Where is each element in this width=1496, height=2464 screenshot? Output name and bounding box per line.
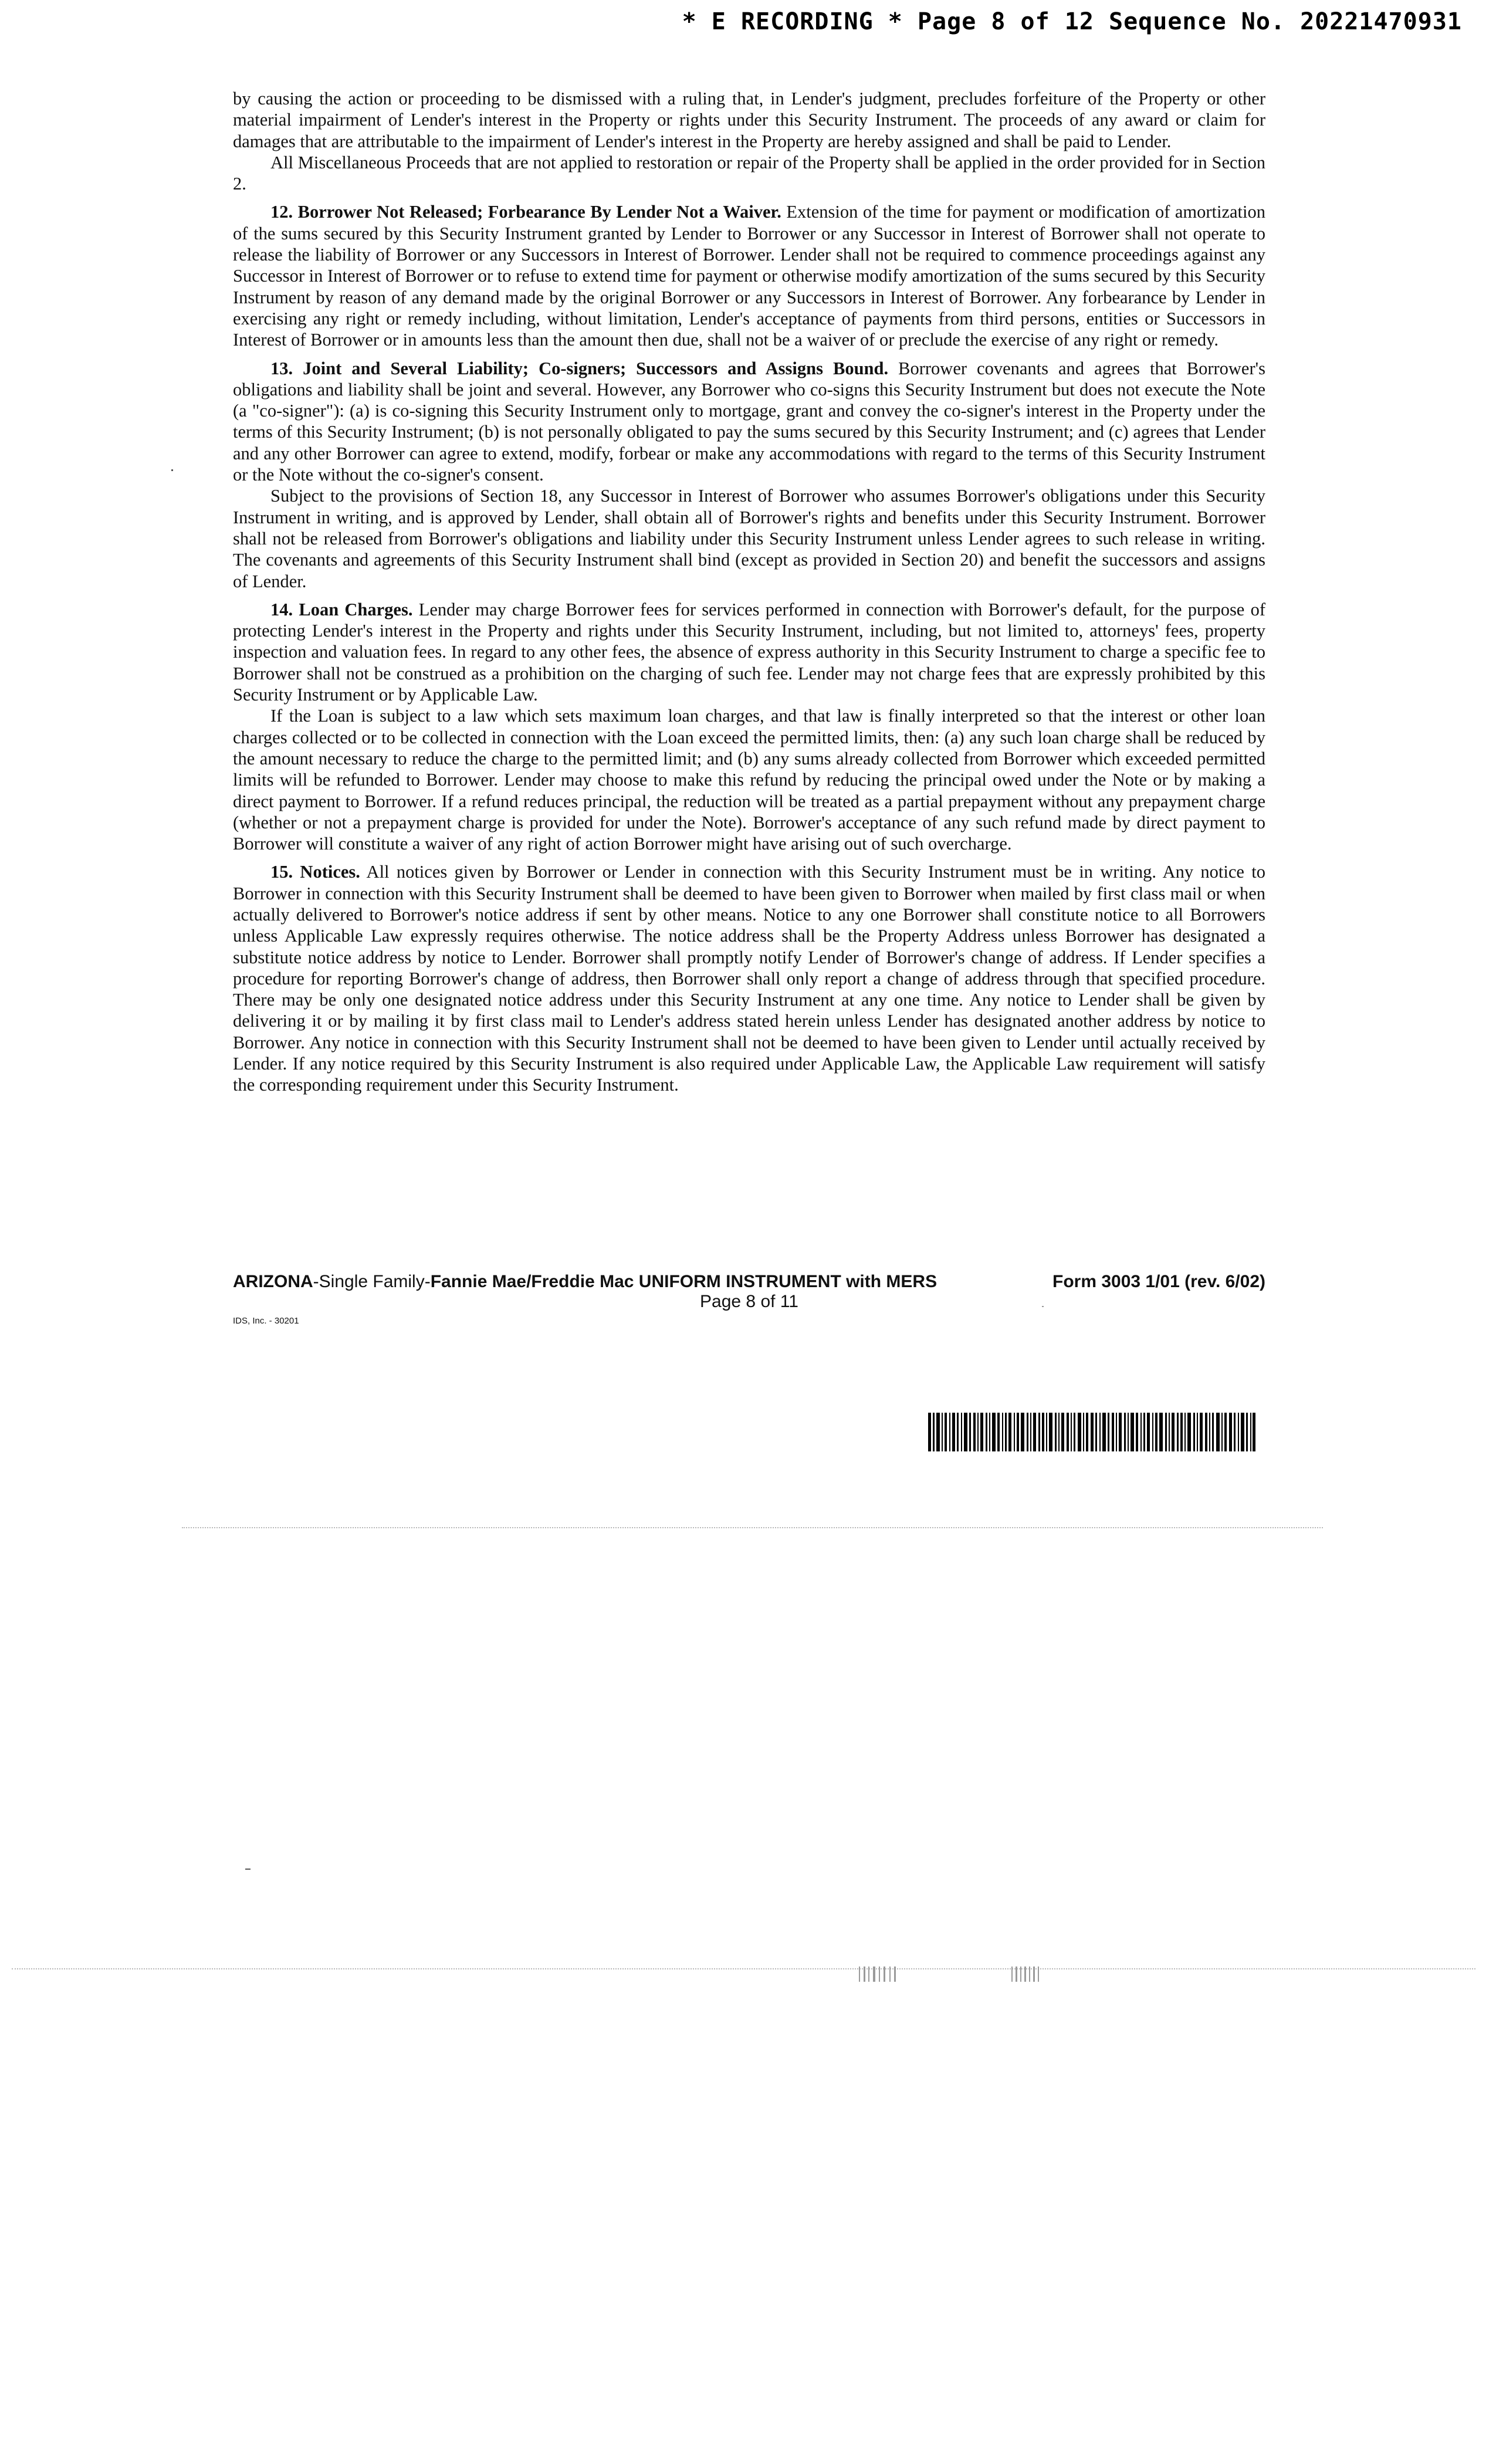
section-15-heading: 15. Notices.: [270, 862, 360, 882]
section-12-body: Extension of the time for payment or modification of amortization of the sums secured by this Security Instrument granted by Lender to Borrower or any Successor in Interest of Borrower shall not operate to release the liability of Borrower or any Successors in Interest of Borrower. Lender shall not be required to commence proceedings against any Successor in Interest of Borrower or to refuse to extend time for payment or otherwise modify amortization of the sums secured by this Security Instrument by reason of any demand made by the original Borrower or any Successors in Interest of Borrower. Any forbearance by Lender in exercising any right or remedy including, without limitation, Lender's acceptance of payments from third persons, entities or Successors in Interest of Borrower or in amounts less than the amount then due, shall not be a waiver of or preclude the exercise of any right or remedy.: [233, 202, 1265, 350]
barcode-image: [928, 1413, 1255, 1451]
paragraph-misc-proceeds: All Miscellaneous Proceeds that are not applied to restoration or repair of the Property shall be applied in the order provided for in Section 2.: [233, 152, 1265, 194]
page-footer: [233, 1272, 1265, 1327]
section-13-heading: 13. Joint and Several Liability; Co-signers; Successors and Assigns Bound.: [270, 358, 889, 378]
scan-artifact-line: [12, 1968, 1475, 1969]
footer-page-number: Page 8 of 11: [700, 1292, 798, 1311]
footer-state: ARIZONA: [233, 1272, 313, 1291]
scan-speck: [171, 469, 173, 471]
document-body: [233, 88, 1265, 1096]
section-15: [233, 861, 1265, 1095]
section-14-paragraph-2: If the Loan is subject to a law which sets maximum loan charges, and that law is finally interpreted so that the interest or other loan charges collected or to be collected in connection with the Loan exceed the permitted limits, then: (a) any such loan charge shall be reduced by the amount necessary to reduce the charge to the permitted limit; and (b) any sums already collected from Borrower which exceeded permitted limits will be refunded to Borrower. Lender may choose to make this refund by reducing the principal owed under the Note or by making a direct payment to Borrower. If a refund reduces principal, the reduction will be treated as a partial prepayment without any prepayment charge (whether or not a prepayment charge is provided for under the Note). Borrower's acceptance of any such refund made by direct payment to Borrower will constitute a waiver of any right of action Borrower might have arising out of such overcharge.: [233, 706, 1265, 854]
section-14: [233, 599, 1265, 705]
section-13-paragraph-2: Subject to the provisions of Section 18, any Successor in Interest of Borrower who assumes Borrower's obligations under this Security Instrument in writing, and is approved by Lender, shall obtain all of Borrower's rights and benefits under this Security Instrument. Borrower shall not be released from Borrower's obligations and liability under this Security Instrument unless Lender agrees to such release in writing. The covenants and agreements of this Security Instrument shall bind (except as provided in Section 20) and benefit the successors and assigns of Lender.: [233, 486, 1265, 591]
footer-instrument-title: [233, 1272, 937, 1292]
scan-speck: [245, 1869, 251, 1870]
section-15-body: All notices given by Borrower or Lender in connection with this Security Instrument must be in writing. Any notice to Borrower in connection with this Security Instrument shall be deemed to have been given to Borrower when mailed by first class mail or when actually delivered to Borrower's notice address if sent by other means. Notice to any one Borrower shall constitute notice to all Borrowers unless Applicable Law expressly requires otherwise. The notice address shall be the Property Address unless Borrower has designated a substitute notice address by notice to Lender. Borrower shall promptly notify Lender of Borrower's change of address. If Lender specifies a procedure for reporting Borrower's change of address, then Borrower shall only report a change of address through that specified procedure. There may be only one designated notice address under this Security Instrument at any one time. Any notice to Lender shall be given by delivering it or by mailing it by first class mail to Lender's address stated herein unless Lender has designated another address by notice to Borrower. Any notice in connection with this Security Instrument shall not be deemed to have been given to Lender until actually received by Lender. If any notice required by this Security Instrument is also required under Applicable Law, the Applicable Law requirement will satisfy the corresponding requirement under this Security Instrument.: [233, 862, 1265, 1095]
footer-vendor-code: IDS, Inc. - 30201: [233, 1316, 299, 1326]
section-13-body: Borrower covenants and agrees that Borrower's obligations and liability shall be joint and several. However, any Borrower who co-signs this Security Instrument but does not execute the Note (a "co-signer"): (a) is co-signing this Security Instrument only to mortgage, grant and convey the co-signer's interest in the Property under the terms of this Security Instrument; (b) is not personally obligated to pay the sums secured by this Security Instrument; and (c) agrees that Lender and any other Borrower can agree to extend, modify, forbear or make any accommodations with regard to the terms of this Security Instrument or the Note without the co-signer's consent.: [233, 358, 1265, 485]
section-12: [233, 201, 1265, 350]
section-14-body: Lender may charge Borrower fees for services performed in connection with Borrower's default, for the purpose of protecting Lender's interest in the Property and rights under this Security Instrument, including, but not limited to, attorneys' fees, property inspection and valuation fees. In regard to any other fees, the absence of express authority in this Security Instrument to charge a specific fee to Borrower shall not be construed as a prohibition on the charging of such fee. Lender may not charge fees that are expressly prohibited by this Security Instrument or by Applicable Law.: [233, 599, 1265, 705]
section-12-heading: 12. Borrower Not Released; Forbearance By Lender Not a Waiver.: [270, 202, 781, 222]
footer-form-line: [233, 1272, 1265, 1292]
scan-artifact-marks: [1009, 1964, 1044, 1984]
section-14-heading: 14. Loan Charges.: [270, 599, 413, 620]
footer-instrument-type: -Single Family-: [313, 1272, 431, 1291]
footer-form-number: Form 3003 1/01 (rev. 6/02): [1052, 1272, 1265, 1291]
recording-header: * E RECORDING * Page 8 of 12 Sequence No. 20221470931: [682, 8, 1462, 35]
section-13: [233, 358, 1265, 486]
paragraph-continuation: by causing the action or proceeding to be dismissed with a ruling that, in Lender's judgment, precludes forfeiture of the Property or other material impairment of Lender's interest in the Property or rights under this Security Instrument. The proceeds of any award or claim for damages that are attributable to the impairment of Lender's interest in the Property are hereby assigned and shall be paid to Lender.: [233, 89, 1265, 151]
footer-instrument-name: Fannie Mae/Freddie Mac UNIFORM INSTRUMENT with MERS: [430, 1272, 937, 1291]
scan-artifact-line: [182, 1527, 1323, 1528]
scan-speck: [1042, 1306, 1044, 1307]
scan-artifact-marks: [857, 1964, 903, 1984]
